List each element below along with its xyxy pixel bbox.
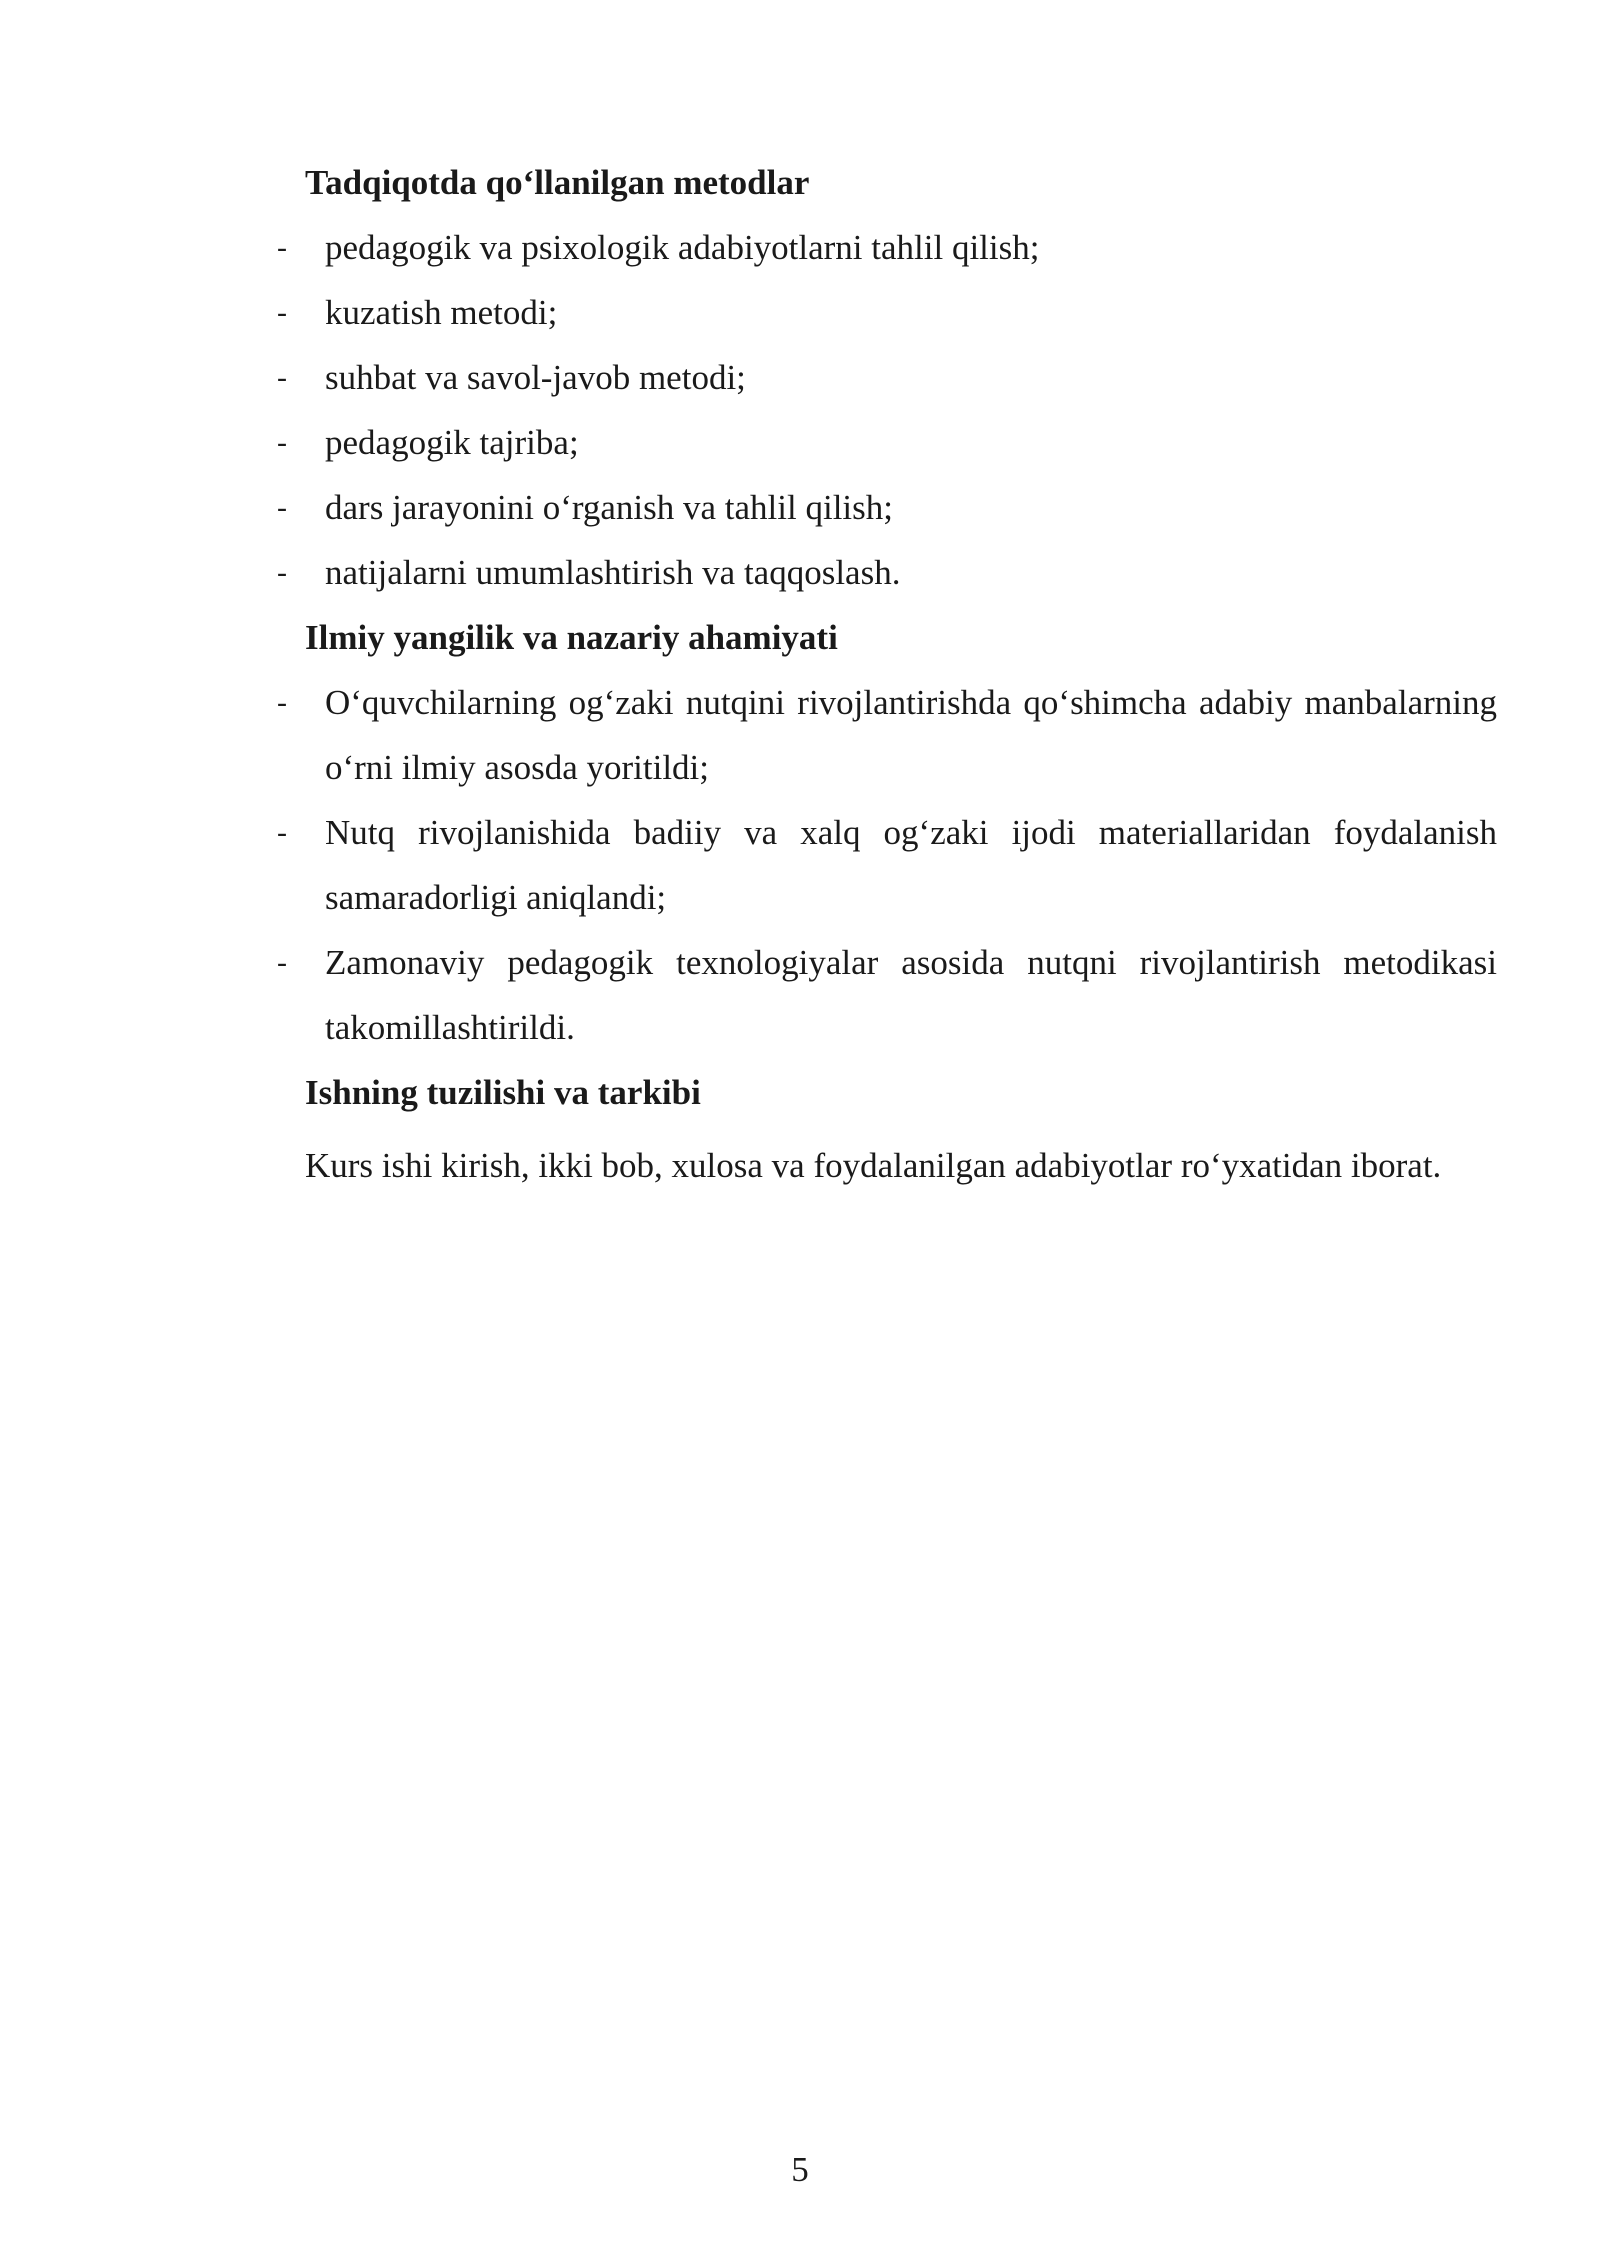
bullet-dash: - bbox=[277, 426, 287, 459]
list-item-text: suhbat va savol-javob metodi; bbox=[325, 358, 746, 397]
novelty-list bbox=[229, 670, 1497, 1060]
list-item-text: O‘quvchilarning og‘zaki nutqini rivojlantirishda qo‘shimcha adabiy manbalarning o‘rni ilmiy asosda yoritildi; bbox=[325, 683, 1497, 787]
list-item bbox=[229, 800, 1497, 930]
list-item bbox=[229, 345, 1497, 410]
list-item-text: kuzatish metodi; bbox=[325, 293, 558, 332]
page-content bbox=[229, 150, 1497, 1198]
methods-heading: Tadqiqotda qo‘llanilgan metodlar bbox=[305, 163, 810, 202]
list-item bbox=[229, 540, 1497, 605]
bullet-dash: - bbox=[277, 816, 287, 849]
structure-heading: Ishning tuzilishi va tarkibi bbox=[305, 1073, 701, 1112]
list-item-text: Zamonaviy pedagogik texnologiyalar asosida nutqni rivojlantirish metodikasi takomillashtirildi. bbox=[325, 943, 1497, 1047]
bullet-dash: - bbox=[277, 946, 287, 979]
list-item bbox=[229, 280, 1497, 345]
bullet-dash: - bbox=[277, 296, 287, 329]
list-item-text: dars jarayonini o‘rganish va tahlil qilish; bbox=[325, 488, 893, 527]
methods-list bbox=[229, 215, 1497, 605]
bullet-dash: - bbox=[277, 686, 287, 719]
list-item-text: Nutq rivojlanishida badiiy va xalq og‘zaki ijodi materiallaridan foydalanish samaradorligi aniqlandi; bbox=[325, 813, 1497, 917]
list-item bbox=[229, 475, 1497, 540]
structure-paragraph: Kurs ishi kirish, ikki bob, xulosa va foydalanilgan adabiyotlar ro‘yxatidan iborat. bbox=[305, 1146, 1442, 1185]
bullet-dash: - bbox=[277, 231, 287, 264]
bullet-dash: - bbox=[277, 556, 287, 589]
page-number: 5 bbox=[791, 2150, 809, 2189]
list-item-text: pedagogik tajriba; bbox=[325, 423, 579, 462]
bullet-dash: - bbox=[277, 361, 287, 394]
bullet-dash: - bbox=[277, 491, 287, 524]
list-item-text: pedagogik va psixologik adabiyotlarni tahlil qilish; bbox=[325, 228, 1040, 267]
list-item-text: natijalarni umumlashtirish va taqqoslash. bbox=[325, 553, 901, 592]
novelty-heading: Ilmiy yangilik va nazariy ahamiyati bbox=[305, 618, 838, 657]
list-item bbox=[229, 670, 1497, 800]
list-item bbox=[229, 215, 1497, 280]
list-item bbox=[229, 410, 1497, 475]
list-item bbox=[229, 930, 1497, 1060]
